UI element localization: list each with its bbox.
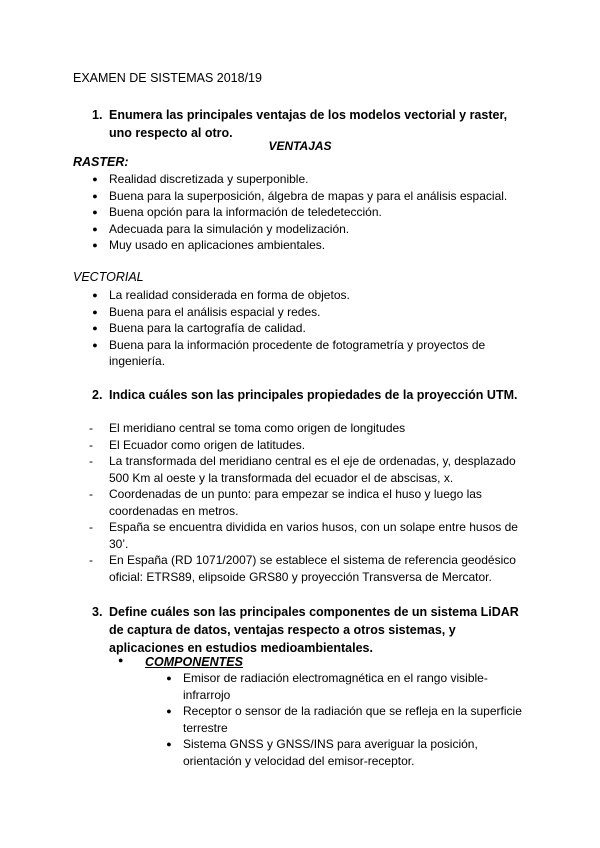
list-item: ● Buena opción para la información de teledetección. bbox=[89, 204, 529, 221]
question-number: 2. bbox=[92, 388, 103, 402]
question-text: Enumera las principales ventajas de los modelos vectorial y raster, uno respecto al otro. bbox=[109, 108, 508, 140]
list-item: - En España (RD 1071/2007) se establece el sistema de referencia geodésico oficial: ETRS89, elipsoide GRS80 y proyección Transversa de Mercator. bbox=[89, 553, 516, 584]
dash-marker: - bbox=[89, 454, 93, 468]
dash-marker: - bbox=[89, 421, 93, 435]
list-item: - El meridiano central se toma como origen de longitudes bbox=[89, 421, 406, 435]
list-item: ● Receptor o sensor de la radiación que se refleja en la superficie terrestre bbox=[163, 703, 528, 736]
bullet-icon: ● bbox=[92, 174, 98, 184]
bullet-icon: ● bbox=[92, 207, 98, 217]
bullet-icon: ● bbox=[92, 339, 98, 350]
dash-marker: - bbox=[89, 437, 93, 452]
vectorial-list bbox=[89, 287, 509, 370]
vectorial-heading: VECTORIAL bbox=[73, 270, 144, 284]
bullet-icon: ● bbox=[166, 706, 172, 716]
bullet-icon: ● bbox=[118, 655, 124, 665]
list-item: ● Realidad discretizada y superponible. bbox=[89, 171, 529, 188]
dash-marker: - bbox=[89, 520, 93, 534]
list-item: ● Buena para el análisis espacial y redes. bbox=[89, 304, 509, 321]
bullet-icon: ● bbox=[166, 673, 172, 683]
dash-marker: - bbox=[89, 487, 93, 501]
raster-list bbox=[89, 171, 529, 254]
list-item: - España se encuentra dividida en varios husos, con un solape entre husos de 30’. bbox=[89, 520, 518, 551]
bullet-icon: ● bbox=[92, 240, 98, 250]
bullet-icon: ● bbox=[92, 223, 98, 234]
bullet-icon: ● bbox=[166, 739, 172, 749]
utm-properties-list bbox=[89, 420, 521, 585]
list-item: ● Emisor de radiación electromagnética en el rango visible-infrarrojo bbox=[163, 670, 528, 703]
raster-heading: RASTER: bbox=[73, 155, 129, 169]
bullet-icon: ● bbox=[92, 190, 98, 201]
list-item: ● Buena para la información procedente de fotogrametría y proyectos de ingeniería. bbox=[89, 337, 509, 370]
dash-marker: - bbox=[89, 553, 93, 567]
question-text: Define cuáles son las principales componentes de un sistema LiDAR de captura de datos, ventajas respecto a otros sistemas, y aplicaciones en estudios medioambientales. bbox=[109, 605, 519, 655]
document-title: EXAMEN DE SISTEMAS 2018/19 bbox=[73, 71, 262, 85]
components-label: COMPONENTES bbox=[145, 655, 243, 669]
list-item: ● Sistema GNSS y GNSS/INS para averiguar la posición, orientación y velocidad del emisor-receptor. bbox=[163, 736, 528, 769]
list-item: ● La realidad considerada en forma de objetos. bbox=[89, 287, 509, 304]
question-text: Indica cuáles son las principales propiedades de la proyección UTM. bbox=[109, 388, 518, 402]
question-number: 3. bbox=[92, 605, 103, 619]
list-item: ● Muy usado en aplicaciones ambientales. bbox=[89, 237, 529, 254]
list-item: - El Ecuador como origen de latitudes. bbox=[89, 437, 306, 452]
list-item: ● Buena para la superposición, álgebra de mapas y para el análisis espacial. bbox=[89, 188, 529, 205]
ventajas-heading: VENTAJAS bbox=[268, 139, 332, 153]
bullet-icon: ● bbox=[92, 290, 98, 300]
list-item: - Coordenadas de un punto: para empezar se indica el huso y luego las coordenadas en metros. bbox=[89, 487, 482, 518]
list-item: ● Adecuada para la simulación y modelización. bbox=[89, 221, 529, 238]
list-item: - La transformada del meridiano central es el eje de ordenadas, y, desplazado 500 Km al oeste y la transformada del ecuador el de abscisas, x. bbox=[89, 454, 516, 485]
list-item: ● Buena para la cartografía de calidad. bbox=[89, 320, 509, 337]
lidar-components-list bbox=[163, 670, 528, 769]
question-number: 1. bbox=[92, 108, 103, 122]
bullet-icon: ● bbox=[92, 306, 98, 317]
bullet-icon: ● bbox=[92, 323, 98, 333]
